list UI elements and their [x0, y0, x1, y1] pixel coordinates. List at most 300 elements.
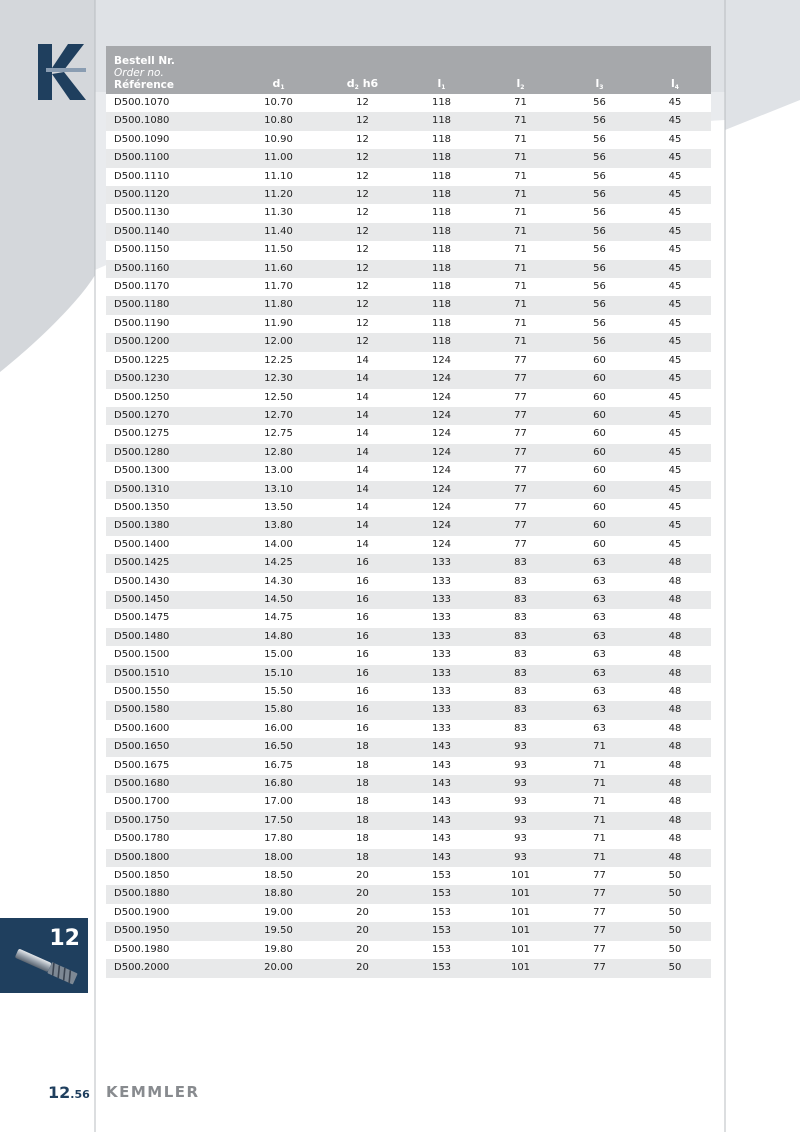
- dimension-cell: 124: [402, 425, 481, 443]
- page-number: 12.56: [48, 1083, 90, 1102]
- dimension-cell: 45: [639, 94, 711, 112]
- dimension-cell: 118: [402, 168, 481, 186]
- dimension-cell: 48: [639, 830, 711, 848]
- dimension-cell: 48: [639, 812, 711, 830]
- dimension-cell: 77: [481, 370, 560, 388]
- dimension-cell: 48: [639, 849, 711, 867]
- dimension-cell: 77: [560, 904, 639, 922]
- dimension-cell: 93: [481, 793, 560, 811]
- dimension-cell: 118: [402, 241, 481, 259]
- dimension-cell: 83: [481, 554, 560, 572]
- table-row: [106, 665, 711, 683]
- dimension-cell: 12.00: [234, 333, 323, 351]
- order-number-cell: D500.1750: [106, 812, 234, 830]
- table-row: [106, 867, 711, 885]
- dimension-cell: 14: [323, 499, 402, 517]
- dimension-cell: 93: [481, 812, 560, 830]
- dimension-cell: 45: [639, 241, 711, 259]
- order-number-cell: D500.1450: [106, 591, 234, 609]
- dimension-cell: 71: [481, 168, 560, 186]
- table-row: [106, 812, 711, 830]
- order-number-cell: D500.1400: [106, 536, 234, 554]
- order-number-cell: D500.1580: [106, 701, 234, 719]
- dimension-cell: 118: [402, 296, 481, 314]
- dimension-cell: 71: [481, 241, 560, 259]
- order-number-cell: D500.1275: [106, 425, 234, 443]
- dimension-cell: 17.50: [234, 812, 323, 830]
- dimension-cell: 133: [402, 701, 481, 719]
- dimension-cell: 60: [560, 462, 639, 480]
- dimension-cell: 71: [481, 186, 560, 204]
- table-header: [106, 46, 711, 94]
- dimension-cell: 77: [481, 499, 560, 517]
- dimension-cell: 16.50: [234, 738, 323, 756]
- order-number-cell: D500.1170: [106, 278, 234, 296]
- table-row: [106, 223, 711, 241]
- dimension-cell: 77: [560, 959, 639, 977]
- dimension-cell: 118: [402, 131, 481, 149]
- dimension-cell: 48: [639, 701, 711, 719]
- dimension-cell: 12: [323, 112, 402, 130]
- dimension-cell: 15.10: [234, 665, 323, 683]
- table-row: [106, 94, 711, 112]
- dimension-cell: 71: [560, 830, 639, 848]
- dimension-cell: 133: [402, 646, 481, 664]
- dimension-cell: 133: [402, 609, 481, 627]
- dimension-cell: 56: [560, 186, 639, 204]
- table-row: [106, 517, 711, 535]
- dimension-cell: 16: [323, 720, 402, 738]
- dimension-cell: 20: [323, 941, 402, 959]
- dimension-cell: 14.50: [234, 591, 323, 609]
- dimension-cell: 83: [481, 701, 560, 719]
- dimension-cell: 14.75: [234, 609, 323, 627]
- dimension-cell: 16: [323, 554, 402, 572]
- dimension-cell: 20: [323, 867, 402, 885]
- dimension-cell: 133: [402, 665, 481, 683]
- table-row: [106, 757, 711, 775]
- table-row: [106, 830, 711, 848]
- dimension-cell: 63: [560, 665, 639, 683]
- dimension-cell: 13.50: [234, 499, 323, 517]
- product-table-container: [106, 46, 711, 978]
- dimension-cell: 143: [402, 830, 481, 848]
- dimension-cell: 118: [402, 186, 481, 204]
- dimension-cell: 143: [402, 812, 481, 830]
- dimension-cell: 18.00: [234, 849, 323, 867]
- column-header-l4: $l_4$: [639, 46, 711, 94]
- dimension-cell: 71: [481, 260, 560, 278]
- dimension-cell: 45: [639, 315, 711, 333]
- dimension-cell: 14: [323, 407, 402, 425]
- dimension-cell: 143: [402, 849, 481, 867]
- table-row: [106, 941, 711, 959]
- dimension-cell: 56: [560, 112, 639, 130]
- table-row: [106, 554, 711, 572]
- table-row: [106, 701, 711, 719]
- dimension-cell: 63: [560, 701, 639, 719]
- dimension-cell: 124: [402, 407, 481, 425]
- order-number-cell: D500.1160: [106, 260, 234, 278]
- dimension-cell: 118: [402, 260, 481, 278]
- dimension-cell: 77: [481, 444, 560, 462]
- column-header-l3: $l_3$: [560, 46, 639, 94]
- dimension-cell: 45: [639, 131, 711, 149]
- dimension-cell: 48: [639, 757, 711, 775]
- dimension-cell: 16.75: [234, 757, 323, 775]
- chapter-number: 12: [49, 926, 80, 951]
- dimension-cell: 18: [323, 738, 402, 756]
- dimension-cell: 14: [323, 536, 402, 554]
- dimension-cell: 48: [639, 683, 711, 701]
- dimension-cell: 45: [639, 112, 711, 130]
- table-row: [106, 389, 711, 407]
- table-row: [106, 646, 711, 664]
- header-label-fr: Référence: [114, 79, 175, 91]
- order-number-cell: D500.1130: [106, 204, 234, 222]
- dimension-cell: 63: [560, 720, 639, 738]
- dimension-cell: 48: [639, 646, 711, 664]
- chapter-tab[interactable]: [0, 918, 88, 993]
- dimension-cell: 101: [481, 867, 560, 885]
- dimension-cell: 12.75: [234, 425, 323, 443]
- dimension-cell: 71: [481, 149, 560, 167]
- table-row: [106, 131, 711, 149]
- order-number-cell: D500.1800: [106, 849, 234, 867]
- dimension-cell: 13.80: [234, 517, 323, 535]
- dimension-cell: 71: [481, 333, 560, 351]
- dimension-cell: 11.50: [234, 241, 323, 259]
- table-row: [106, 333, 711, 351]
- kemmler-k-logo: [38, 44, 86, 100]
- dimension-cell: 45: [639, 168, 711, 186]
- dimension-cell: 93: [481, 757, 560, 775]
- dimension-cell: 11.40: [234, 223, 323, 241]
- order-number-cell: D500.1090: [106, 131, 234, 149]
- order-number-cell: D500.1300: [106, 462, 234, 480]
- dimension-cell: 45: [639, 425, 711, 443]
- dimension-cell: 14: [323, 370, 402, 388]
- dimension-cell: 48: [639, 738, 711, 756]
- dimension-cell: 60: [560, 517, 639, 535]
- dimension-cell: 10.80: [234, 112, 323, 130]
- dimension-cell: 14.25: [234, 554, 323, 572]
- dimension-cell: 71: [560, 757, 639, 775]
- dimension-cell: 124: [402, 499, 481, 517]
- dimension-cell: 16: [323, 573, 402, 591]
- dimension-cell: 143: [402, 793, 481, 811]
- dimension-cell: 45: [639, 352, 711, 370]
- table-row: [106, 738, 711, 756]
- dimension-cell: 45: [639, 407, 711, 425]
- dimension-cell: 11.10: [234, 168, 323, 186]
- order-number-cell: D500.1780: [106, 830, 234, 848]
- table-row: [106, 849, 711, 867]
- table-row: [106, 885, 711, 903]
- dimension-cell: 12: [323, 315, 402, 333]
- dimension-cell: 101: [481, 922, 560, 940]
- dimension-cell: 48: [639, 591, 711, 609]
- column-header-l1: $l_1$: [402, 46, 481, 94]
- dimension-cell: 48: [639, 573, 711, 591]
- dimension-cell: 16: [323, 591, 402, 609]
- header-label-en: Order no.: [114, 67, 164, 79]
- table-row: [106, 425, 711, 443]
- dimension-cell: 143: [402, 738, 481, 756]
- dimension-cell: 16: [323, 646, 402, 664]
- dimension-cell: 48: [639, 554, 711, 572]
- dimension-cell: 12: [323, 94, 402, 112]
- dimension-cell: 12: [323, 278, 402, 296]
- end-mill-icon: [8, 944, 84, 988]
- order-number-cell: D500.1310: [106, 481, 234, 499]
- dimension-cell: 71: [560, 849, 639, 867]
- dimension-cell: 71: [481, 94, 560, 112]
- order-number-cell: D500.1950: [106, 922, 234, 940]
- dimension-cell: 18: [323, 775, 402, 793]
- dimension-cell: 124: [402, 462, 481, 480]
- dimension-cell: 63: [560, 554, 639, 572]
- dimension-cell: 83: [481, 628, 560, 646]
- dimension-cell: 71: [481, 278, 560, 296]
- order-number-cell: D500.1600: [106, 720, 234, 738]
- dimension-cell: 11.80: [234, 296, 323, 314]
- dimension-cell: 11.00: [234, 149, 323, 167]
- dimension-cell: 77: [481, 352, 560, 370]
- dimension-cell: 124: [402, 389, 481, 407]
- reference-column-header: [106, 46, 234, 94]
- dimension-cell: 13.10: [234, 481, 323, 499]
- table-row: [106, 241, 711, 259]
- dimension-cell: 45: [639, 536, 711, 554]
- column-header-d2: $d_2$ h6: [323, 46, 402, 94]
- dimension-cell: 133: [402, 554, 481, 572]
- dimension-cell: 83: [481, 720, 560, 738]
- order-number-cell: D500.1680: [106, 775, 234, 793]
- dimension-cell: 45: [639, 296, 711, 314]
- dimension-cell: 124: [402, 536, 481, 554]
- dimension-cell: 20: [323, 922, 402, 940]
- table-row: [106, 775, 711, 793]
- dimension-cell: 63: [560, 591, 639, 609]
- dimension-cell: 50: [639, 867, 711, 885]
- dimension-cell: 45: [639, 517, 711, 535]
- table-row: [106, 683, 711, 701]
- dimension-cell: 14: [323, 517, 402, 535]
- dimension-cell: 15.80: [234, 701, 323, 719]
- dimension-cell: 18: [323, 812, 402, 830]
- dimension-cell: 77: [560, 867, 639, 885]
- dimension-cell: 15.50: [234, 683, 323, 701]
- dimension-cell: 63: [560, 628, 639, 646]
- table-row: [106, 959, 711, 977]
- dimension-cell: 14: [323, 481, 402, 499]
- dimension-cell: 11.30: [234, 204, 323, 222]
- dimension-cell: 14: [323, 425, 402, 443]
- dimension-cell: 45: [639, 278, 711, 296]
- order-number-cell: D500.1110: [106, 168, 234, 186]
- order-number-cell: D500.1080: [106, 112, 234, 130]
- table-row: [106, 407, 711, 425]
- dimension-cell: 133: [402, 591, 481, 609]
- dimension-cell: 71: [560, 775, 639, 793]
- header-label-de: Bestell Nr.: [114, 55, 175, 67]
- dimension-cell: 18.80: [234, 885, 323, 903]
- order-number-cell: D500.1225: [106, 352, 234, 370]
- dimension-cell: 16.80: [234, 775, 323, 793]
- dimension-cell: 16: [323, 701, 402, 719]
- table-row: [106, 352, 711, 370]
- dimension-cell: 19.80: [234, 941, 323, 959]
- dimension-cell: 48: [639, 665, 711, 683]
- order-number-cell: D500.1425: [106, 554, 234, 572]
- order-number-cell: D500.1250: [106, 389, 234, 407]
- dimension-cell: 45: [639, 499, 711, 517]
- dimension-cell: 60: [560, 499, 639, 517]
- order-number-cell: D500.1200: [106, 333, 234, 351]
- dimension-cell: 63: [560, 609, 639, 627]
- dimension-cell: 143: [402, 775, 481, 793]
- dimension-cell: 45: [639, 223, 711, 241]
- dimension-cell: 45: [639, 462, 711, 480]
- order-number-cell: D500.1650: [106, 738, 234, 756]
- dimension-cell: 124: [402, 352, 481, 370]
- dimension-cell: 77: [560, 941, 639, 959]
- dimension-cell: 45: [639, 370, 711, 388]
- dimension-cell: 77: [481, 536, 560, 554]
- dimension-cell: 83: [481, 573, 560, 591]
- dimension-cell: 71: [481, 296, 560, 314]
- dimension-cell: 45: [639, 444, 711, 462]
- dimension-cell: 133: [402, 628, 481, 646]
- dimension-cell: 124: [402, 481, 481, 499]
- dimension-cell: 12: [323, 223, 402, 241]
- table-row: [106, 149, 711, 167]
- dimension-cell: 45: [639, 481, 711, 499]
- order-number-cell: D500.1550: [106, 683, 234, 701]
- order-number-cell: D500.1270: [106, 407, 234, 425]
- order-number-cell: D500.1430: [106, 573, 234, 591]
- dimension-cell: 56: [560, 94, 639, 112]
- dimension-cell: 93: [481, 775, 560, 793]
- dimension-cell: 63: [560, 646, 639, 664]
- dimension-cell: 71: [560, 738, 639, 756]
- dimension-cell: 124: [402, 517, 481, 535]
- order-number-cell: D500.1180: [106, 296, 234, 314]
- dimension-cell: 60: [560, 481, 639, 499]
- dimension-cell: 18.50: [234, 867, 323, 885]
- dimension-cell: 14.80: [234, 628, 323, 646]
- dimension-cell: 153: [402, 922, 481, 940]
- dimension-cell: 48: [639, 720, 711, 738]
- table-row: [106, 922, 711, 940]
- dimension-cell: 12: [323, 149, 402, 167]
- dimension-cell: 12.70: [234, 407, 323, 425]
- dimension-cell: 17.00: [234, 793, 323, 811]
- column-header-l2: $l_2$: [481, 46, 560, 94]
- order-number-cell: D500.1120: [106, 186, 234, 204]
- dimension-cell: 12: [323, 204, 402, 222]
- brand-name: KEMMLER: [106, 1083, 200, 1101]
- column-header-d1: $d_1$: [234, 46, 323, 94]
- order-number-cell: D500.1380: [106, 517, 234, 535]
- dimension-cell: 14.30: [234, 573, 323, 591]
- dimension-cell: 10.70: [234, 94, 323, 112]
- dimension-cell: 101: [481, 885, 560, 903]
- dimension-cell: 153: [402, 904, 481, 922]
- dimension-cell: 11.90: [234, 315, 323, 333]
- dimension-cell: 56: [560, 223, 639, 241]
- dimension-cell: 50: [639, 941, 711, 959]
- table-row: [106, 370, 711, 388]
- dimension-cell: 133: [402, 720, 481, 738]
- dimension-cell: 16.00: [234, 720, 323, 738]
- dimension-cell: 45: [639, 186, 711, 204]
- table-row: [106, 444, 711, 462]
- dimension-cell: 60: [560, 352, 639, 370]
- dimension-cell: 12: [323, 241, 402, 259]
- dimension-cell: 45: [639, 333, 711, 351]
- dimension-cell: 16: [323, 628, 402, 646]
- order-number-cell: D500.1140: [106, 223, 234, 241]
- dimension-cell: 93: [481, 849, 560, 867]
- order-number-cell: D500.2000: [106, 959, 234, 977]
- dimension-cell: 12.30: [234, 370, 323, 388]
- dimension-cell: 77: [481, 407, 560, 425]
- dimension-cell: 60: [560, 407, 639, 425]
- dimension-cell: 45: [639, 389, 711, 407]
- dimension-cell: 16: [323, 665, 402, 683]
- dimension-cell: 118: [402, 333, 481, 351]
- dimension-cell: 77: [481, 517, 560, 535]
- dimension-cell: 10.90: [234, 131, 323, 149]
- dimension-cell: 71: [481, 112, 560, 130]
- order-number-cell: D500.1880: [106, 885, 234, 903]
- dimension-cell: 60: [560, 536, 639, 554]
- dimension-cell: 18: [323, 830, 402, 848]
- dimension-cell: 71: [481, 204, 560, 222]
- dimension-cell: 14: [323, 444, 402, 462]
- order-number-cell: D500.1480: [106, 628, 234, 646]
- dimension-cell: 20: [323, 959, 402, 977]
- dimension-cell: 50: [639, 885, 711, 903]
- dimension-cell: 77: [481, 425, 560, 443]
- dimension-cell: 45: [639, 260, 711, 278]
- dimension-cell: 60: [560, 425, 639, 443]
- table-row: [106, 591, 711, 609]
- dimension-cell: 15.00: [234, 646, 323, 664]
- dimension-cell: 20: [323, 885, 402, 903]
- dimension-cell: 11.60: [234, 260, 323, 278]
- dimension-cell: 12: [323, 168, 402, 186]
- order-number-cell: D500.1190: [106, 315, 234, 333]
- dimension-cell: 56: [560, 241, 639, 259]
- dimension-cell: 48: [639, 793, 711, 811]
- dimension-cell: 77: [481, 462, 560, 480]
- dimension-cell: 153: [402, 885, 481, 903]
- dimension-cell: 20: [323, 904, 402, 922]
- order-number-cell: D500.1510: [106, 665, 234, 683]
- table-row: [106, 499, 711, 517]
- order-number-cell: D500.1350: [106, 499, 234, 517]
- order-number-cell: D500.1675: [106, 757, 234, 775]
- dimension-cell: 77: [560, 885, 639, 903]
- dimension-cell: 77: [560, 922, 639, 940]
- dimension-cell: 71: [481, 131, 560, 149]
- dimension-cell: 56: [560, 204, 639, 222]
- dimension-cell: 56: [560, 296, 639, 314]
- dimension-cell: 118: [402, 149, 481, 167]
